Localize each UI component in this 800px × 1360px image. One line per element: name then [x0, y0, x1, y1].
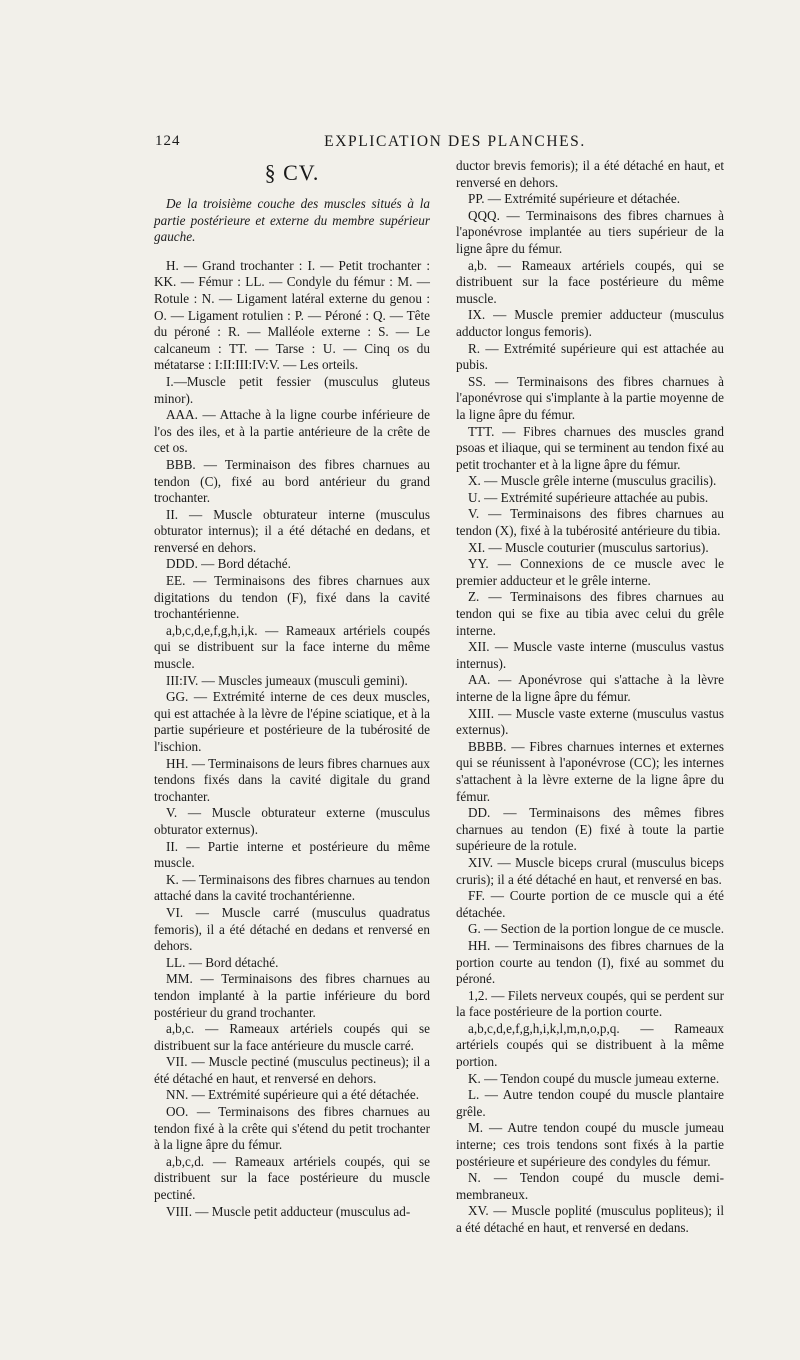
legend-entry: OO. — Terminaisons des fibres charnues au tendon fixé à la crête qui s'étend du petit trochanter à la ligne âpre du fémur.: [154, 1104, 430, 1153]
legend-entry: DDD. — Bord détaché.: [166, 556, 291, 572]
legend-entry: I.—Muscle petit fessier (musculus gluteus minor).: [154, 373, 430, 406]
legend-entry: HH. — Terminaisons de leurs fibres charnues aux tendons fixés dans la cavité digitale du grand trochanter.: [154, 755, 430, 804]
legend-entry: II. — Partie interne et postérieure du même muscle.: [154, 838, 430, 871]
legend-entry: AA. — Aponévrose qui s'attache à la lèvre interne de la ligne âpre du fémur.: [456, 672, 724, 704]
legend-entry: VI. — Muscle carré (musculus quadratus femoris), il a été détaché en dedans et renversé en dehors.: [154, 904, 430, 954]
legend-entry: MM. — Terminaisons des fibres charnues au tendon implanté à la partie inférieure du bord postérieur du grand trochanter.: [154, 971, 430, 1020]
legend-entry: a,b,c. — Rameaux artériels coupés qui se distribuent sur la face antérieure du muscle carré.: [154, 1021, 430, 1053]
legend-entry: BBB. — Terminaison des fibres charnues au tendon (C), fixé au bord antérieur du grand trochanter.: [154, 456, 430, 506]
legend-entry: IX. — Muscle premier adducteur (musculus adductor longus femoris).: [456, 307, 724, 339]
continuation-paragraph: ductor brevis femoris); il a été détaché en haut, et renversé en dehors.: [456, 158, 724, 190]
legend-entry: YY. — Connexions de ce muscle avec le premier adducteur et le grêle interne.: [456, 556, 724, 588]
legend-entry: EE. — Terminaisons des fibres charnues aux digitations du tendon (F), fixé dans la cavité trochantérienne.: [154, 573, 430, 622]
legend-entry: QQQ. — Terminaisons des fibres charnues à l'aponévrose implantée au tiers supérieur de la ligne âpre du fémur.: [456, 207, 724, 256]
legend-entry: VII. — Muscle pectiné (musculus pectineus); il a été détaché en haut, et renversé en dehors.: [154, 1054, 430, 1086]
legend-entry: R. — Extrémité supérieure qui est attachée au pubis.: [456, 340, 724, 373]
legend-entry: VIII. — Muscle petit adducteur (musculus ad-: [166, 1203, 411, 1219]
section-heading: § CV.: [264, 160, 320, 185]
legend-entry: HH. — Terminaisons des fibres charnues de la portion courte au tendon (I), fixé au sommet du péroné.: [456, 937, 724, 987]
legend-entry: V. — Muscle obturateur externe (musculus obturator externus).: [154, 805, 430, 837]
legend-entry: a,b,c,d,e,f,g,h,i,k,l,m,n,o,p,q. — Rameaux artériels coupés qui se distribuent à la même portion.: [456, 1020, 724, 1070]
running-title: EXPLICATION DES PLANCHES.: [324, 133, 586, 150]
legend-entry: PP. — Extrémité supérieure et détachée.: [468, 191, 681, 207]
legend-entry: XIV. — Muscle biceps crural (musculus biceps cruris); il a été détaché en haut, et renversé en bas.: [456, 854, 724, 887]
legend-entry: SS. — Terminaisons des fibres charnues à l'aponévrose qui s'implante à la partie moyenne de la ligne âpre du fémur.: [456, 373, 724, 422]
legend-entry: TTT. — Fibres charnues des muscles grand psoas et iliaque, qui se terminent au tendon fixé au petit trochanter et à la ligne âpre du fémur.: [456, 423, 724, 472]
legend-entry: a,b,c,d,e,f,g,h,i,k. — Rameaux artériels coupés qui se distribuent sur la face interne du même muscle.: [154, 622, 430, 672]
section-subtitle: De la troisième couche des muscles situés à la partie postérieure et externe du membre supérieur gauche.: [154, 196, 430, 245]
legend-entry: 1,2. — Filets nerveux coupés, qui se perdent sur la face postérieure de la portion courte.: [456, 987, 724, 1020]
legend-entry: XIII. — Muscle vaste externe (musculus vastus externus).: [456, 705, 724, 738]
legend-entry: FF. — Courte portion de ce muscle qui a été détachée.: [456, 888, 724, 920]
legend-entry: II. — Muscle obturateur interne (musculus obturator internus); il a été détaché en dedans, et renversé en dehors.: [154, 506, 430, 555]
legend-entry: a,b,c,d. — Rameaux artériels coupés, qui se distribuent sur la face postérieure du muscle pectiné.: [154, 1153, 430, 1203]
legend-entry: NN. — Extrémité supérieure qui a été détachée.: [166, 1087, 420, 1103]
legend-entry: K. — Terminaisons des fibres charnues au tendon attaché dans la cavité trochantérienne.: [154, 871, 430, 904]
legend-entry: XII. — Muscle vaste interne (musculus vastus internus).: [456, 639, 724, 671]
legend-entry: GG. — Extrémité interne de ces deux muscles, qui est attachée à la lèvre de l'épine sciatique, et à la partie supérieure et postérieure de la tubérosité de l'ischion.: [154, 689, 430, 754]
legend-entry: G. — Section de la portion longue de ce muscle.: [468, 921, 724, 937]
page-number: 124: [155, 133, 181, 149]
legend-entry: M. — Autre tendon coupé du muscle jumeau interne; ces trois tendons sont fixés à la partie postérieure et supérieure des condyles du fémur.: [456, 1120, 724, 1169]
right-column: [456, 158, 724, 1237]
legend-entry: V. — Terminaisons des fibres charnues au tendon (X), fixé à la tubérosité antérieure du tibia.: [456, 506, 724, 539]
legend-entry: BBBB. — Fibres charnues internes et externes qui se réunissent à l'aponévrose (CC); les internes s'attachent à la lèvre externe de la ligne âpre du fémur.: [456, 738, 724, 804]
legend-entry: K. — Tendon coupé du muscle jumeau externe.: [468, 1070, 720, 1086]
legend-entry: Z. — Terminaisons des fibres charnues au tendon qui se fixe au tibia avec celui du grêle interne.: [456, 589, 724, 638]
page-header: [155, 133, 755, 157]
left-column: [154, 158, 430, 1220]
legend-entry: III:IV. — Muscles jumeaux (musculi gemini).: [166, 672, 408, 688]
legend-entry: XI. — Muscle couturier (musculus sartorius).: [468, 539, 709, 555]
legend-entry: U. — Extrémité supérieure attachée au pubis.: [468, 489, 709, 505]
legend-entry: XV. — Muscle poplité (musculus popliteus); il a été détaché en haut, et renversé en dedans.: [456, 1203, 724, 1235]
left-entries: [154, 258, 430, 1220]
legend-entry: LL. — Bord détaché.: [166, 954, 279, 970]
legend-entry: L. — Autre tendon coupé du muscle plantaire grêle.: [456, 1087, 724, 1119]
legend-entry: AAA. — Attache à la ligne courbe inférieure de l'os des iles, et à la partie antérieure de la crête de cet os.: [154, 407, 430, 456]
legend-entry: H. — Grand trochanter : I. — Petit trochanter : KK. — Fémur : LL. — Condyle du fémur : M. — Rotule : N. — Ligament latéral externe du genou : O. — Ligament rotulien : P. — Péroné : Q. — Tête du péroné : R. — Malléole externe : S. — Le calcaneum : TT. — Tarse : U. — Cinq os du métatarse : I:II:III:IV:V. — Les orteils.: [154, 257, 430, 373]
legend-entry: DD. — Terminaisons des mêmes fibres charnues au tendon (E) fixé à toute la partie supérieure de la rotule.: [456, 805, 724, 854]
legend-entry: a,b. — Rameaux artériels coupés, qui se distribuent sur la face postérieure du même muscle.: [456, 257, 724, 306]
legend-entry: N. — Tendon coupé du muscle demi-membraneux.: [456, 1170, 724, 1202]
right-entries: [456, 191, 724, 1236]
legend-entry: X. — Muscle grêle interne (musculus gracilis).: [468, 473, 717, 489]
